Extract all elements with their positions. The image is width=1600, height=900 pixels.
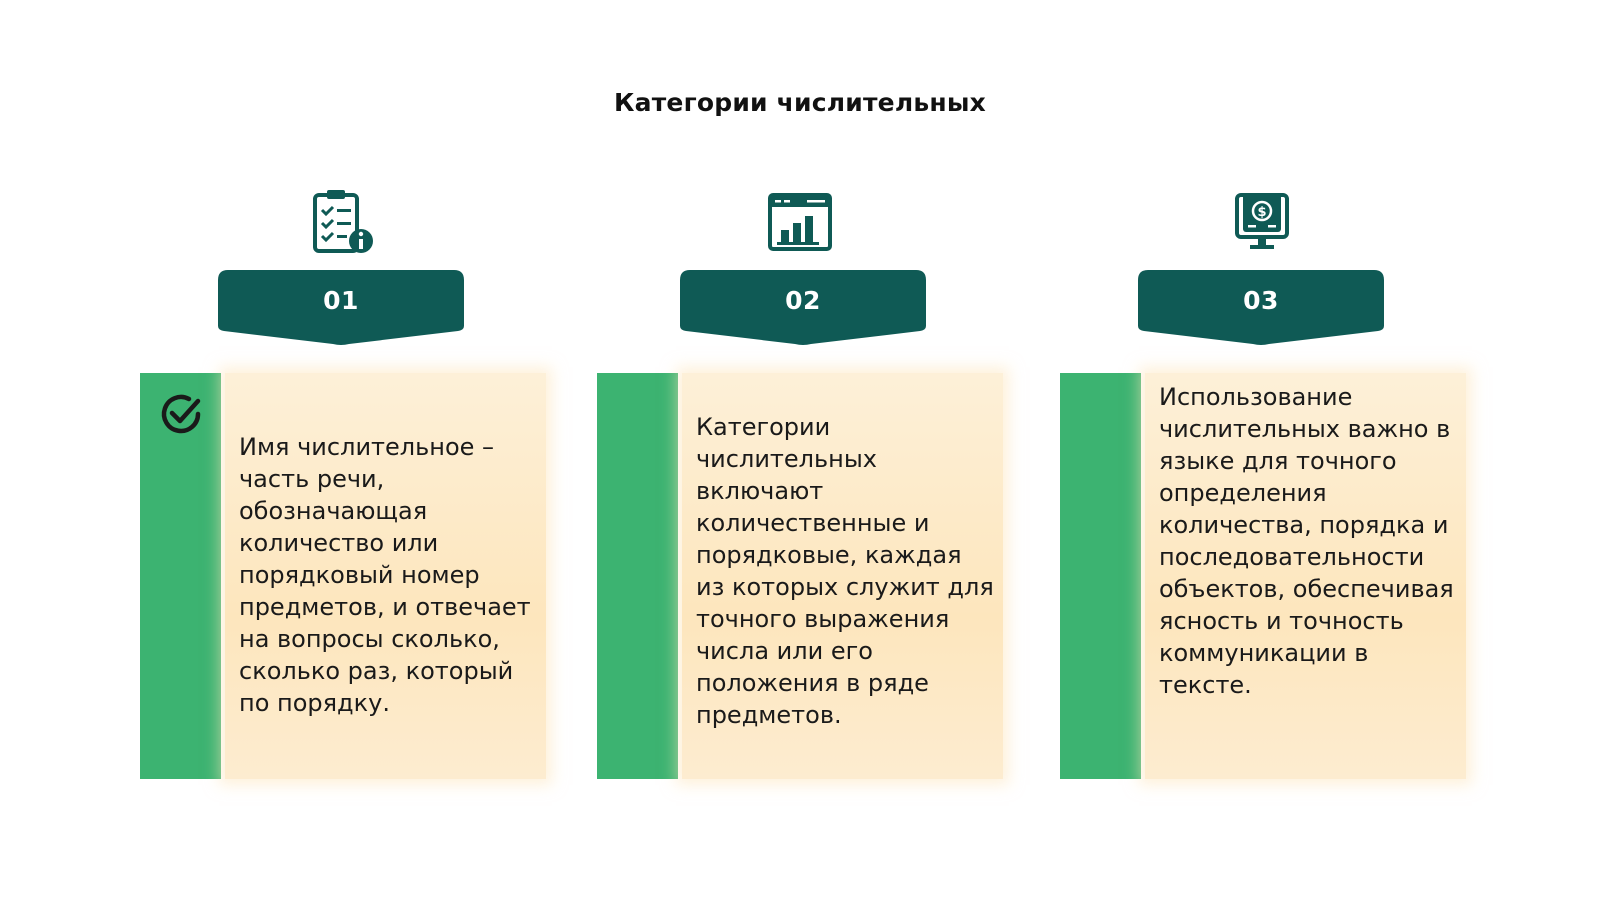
card-body	[1145, 373, 1466, 779]
step-number: 01	[323, 286, 359, 315]
step-badge-3	[1138, 270, 1384, 346]
bar-chart-window-icon	[760, 182, 840, 262]
svg-text:$: $	[1257, 205, 1267, 220]
step-badge-2	[680, 270, 926, 346]
card-body	[682, 373, 1003, 779]
card-accent-bar	[597, 373, 678, 779]
card-accent-bar	[1060, 373, 1141, 779]
card-text: Категории числительных включают количественные и порядковые, каждая из которых служит для точного выражения числа или его положения в ряде предметов.	[696, 413, 994, 729]
step-number: 02	[785, 286, 821, 315]
card-text: Использование числительных важно в языке для точного определения количества, порядка и последовательности объектов, обеспечивая ясность и точность коммуникации в тексте.	[1159, 383, 1454, 699]
check-circle-icon	[158, 391, 204, 437]
category-column-1	[140, 0, 560, 900]
category-column-2	[597, 0, 1017, 900]
category-column-3	[1060, 0, 1480, 900]
step-number: 03	[1243, 286, 1279, 315]
card-accent-bar	[140, 373, 221, 779]
card-body	[225, 373, 546, 779]
step-badge-1	[218, 270, 464, 346]
monitor-dollar-icon	[1222, 182, 1302, 262]
clipboard-checklist-info-icon	[302, 182, 382, 262]
page-title: Категории числительных	[614, 88, 986, 117]
card-text: Имя числительное – часть речи, обозначающая количество или порядковый номер предметов, и отвечает на вопросы сколько, сколько раз, который по порядку.	[239, 433, 531, 717]
